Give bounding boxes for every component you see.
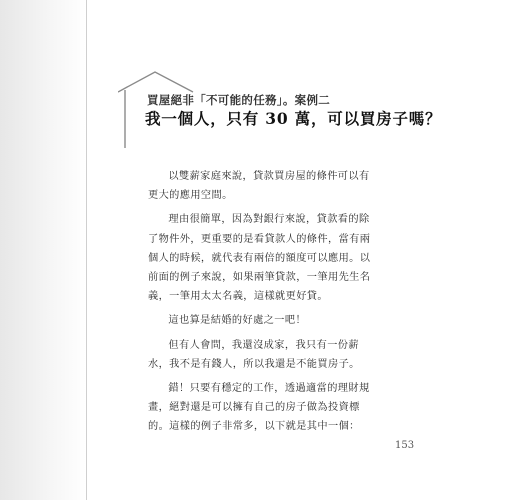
chapter-label: 買屋絕非「不可能的任務」。案例二 xyxy=(147,93,331,107)
paragraph: 理由很簡單，因為對銀行來說，貸款看的除了物件外，更重要的是看貸款人的條件，當有兩個人的時候，就代表有兩倍的額度可以應用。以前面的例子來說，如果兩筆貸款，一筆用先生名義，一筆用太太名義，這樣就更好貸。 xyxy=(148,214,371,303)
spine-line xyxy=(86,0,87,500)
paragraph: 以雙薪家庭來說，貸款買房屋的條件可以有更大的應用空間。 xyxy=(148,171,370,202)
paragraph: 但有人會問，我還沒成家，我只有一份薪水，我不是有錢人，所以我還是不能買房子。 xyxy=(148,339,360,370)
spine-shadow xyxy=(0,0,86,500)
paragraph: 這也算是結婚的好處之一吧！ xyxy=(168,315,307,327)
page-number: 153 xyxy=(395,440,415,451)
paragraph: 錯！只要有穩定的工作，透過適當的理財規畫，絕對還是可以擁有自己的房子做為投資標的。這樣的例子非常多，以下就是其中一個： xyxy=(148,383,370,433)
body-text xyxy=(148,167,380,442)
page-title: 我一個人，只有 30 萬，可以買房子嗎？ xyxy=(145,109,442,128)
